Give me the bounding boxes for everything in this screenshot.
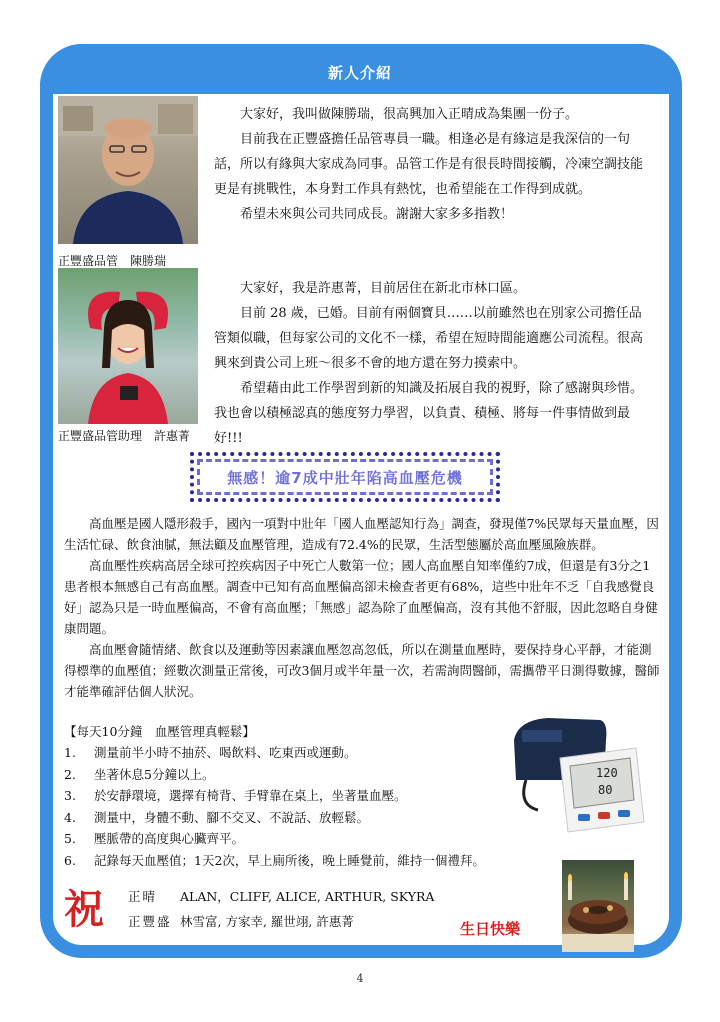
intro-paragraph: 大家好，我是許惠菁，目前居住在新北市林口區。	[240, 281, 527, 296]
page-number: 4	[356, 972, 364, 985]
tip-text: 測量前半小時不抽菸、喝飲料、吃東西或運動。	[94, 745, 357, 760]
birthday-dept: 正晴	[128, 889, 158, 904]
intro-paragraph: 希望未來與公司共同成長。謝謝大家多多指教！	[240, 207, 514, 222]
tip-text: 記錄每天血壓值；1天2次，早上廁所後，晚上睡覺前，維持一個禮拜。	[94, 852, 485, 868]
birthday-title: 生日快樂	[460, 920, 521, 938]
tip-number: 6.	[64, 852, 76, 868]
tips-list	[64, 742, 534, 871]
birthday-cake-image	[562, 860, 634, 952]
article-paragraph: 高血壓是國人隱形殺手，國內一項對中壯年「國人血壓認知行為」調查，發現僅7%民眾每天量血壓，因生活忙碌、飲食油膩，無法顧及血壓管理，造成有72.4%的民眾，生活型態屬於高血壓風險族群。	[64, 516, 659, 552]
tip-number: 1.	[64, 745, 76, 760]
section-title: 新人介紹	[327, 64, 392, 82]
photo-caption-chen: 正豐盛品管 陳勝瑞	[58, 254, 167, 268]
birthday-row	[128, 909, 434, 934]
blood-pressure-monitor-image	[508, 710, 648, 838]
tip-number: 4.	[64, 809, 76, 825]
photo-caption-hsu: 正豐盛品管助理 許惠菁	[58, 429, 191, 443]
tip-number: 3.	[64, 788, 76, 803]
birthday-list	[128, 884, 434, 934]
article-paragraph: 高血壓會隨情緒、飲食以及運動等因素讓血壓忽高忽低，所以在測量血壓時，要保持身心平靜，才能測得標準的血壓值；經數次測量正常後，可改3個月或半年量一次，若需詢問醫師，需攜帶平日測得數據，醫師才能準確評估個人狀況。	[64, 642, 660, 699]
tips-title: 【每天10分鐘 血壓管理真輕鬆】	[64, 724, 255, 739]
birthday-dept: 正豐盛	[128, 914, 172, 929]
intro-paragraph: 目前我在正豐盛擔任品管專員一職。相逢必是有緣這是我深信的一句話，所以有緣與大家成為同事。品管工作是有很長時間接觸，冷凍空調技能更是有挑戰性，本身對工作具有熱忱，也希望能在工作得到成就。	[214, 132, 644, 197]
intro-paragraph: 大家好，我叫做陳勝瑞，很高興加入正晴成為集團一份子。	[240, 107, 579, 122]
portrait-photo-hsu	[58, 268, 198, 424]
monitor-reading-bottom: 80	[598, 783, 613, 797]
intro-paragraph: 希望藉由此工作學習到新的知識及拓展自我的視野，除了感謝與珍惜。我也會以積極認真的態度努力學習，以負責、積極、將每一件事情做到最好!!!	[214, 381, 644, 446]
list-item	[64, 785, 534, 807]
intro-text-chen	[214, 102, 654, 227]
tip-text: 測量中，身體不動、腳不交叉、不說話、放輕鬆。	[94, 809, 370, 825]
list-item	[64, 850, 534, 872]
tip-number: 5.	[64, 831, 76, 846]
tip-text: 於安靜環境，選擇有椅背、手臂靠在桌上，坐著量血壓。	[94, 788, 407, 803]
list-item	[64, 828, 534, 850]
tip-text: 壓脈帶的高度與心臟齊平。	[94, 831, 245, 846]
intro-paragraph: 目前 28 歲，已婚。目前有兩個寶貝……以前雖然也在別家公司擔任品管類似職，但每家公司的文化不一樣，希望在短時間能適應公司流程。很高興來到貴公司上班～很多不會的地方還在努力摸索中。	[214, 306, 644, 371]
headline-banner	[190, 452, 500, 502]
portrait-photo-chen	[58, 96, 198, 244]
banner-text: 無感！逾7成中壯年陷高血壓危機	[227, 468, 463, 487]
article-paragraph: 高血壓性疾病高居全球可控疾病因子中死亡人數第一位；國人高血壓自知率僅約7成，但還是有3分之1患者根本無感自己有高血壓。調查中已知有高血壓偏高卻未檢查者更有68%，這些中壯年不乏「自我感覺良好」認為只是一時血壓偏高，不會有高血壓；「無感」認為除了血壓偏高，沒有其他不舒服，因此忽略自身健康問題。	[64, 558, 658, 636]
article-body	[64, 513, 660, 702]
monitor-reading-top: 120	[596, 766, 618, 780]
birthday-row	[128, 884, 434, 909]
tip-text: 坐著休息5分鐘以上。	[94, 766, 215, 782]
blessing-character: 祝	[64, 886, 104, 933]
list-item	[64, 742, 534, 764]
tip-number: 2.	[64, 766, 76, 782]
list-item	[64, 807, 534, 829]
birthday-names: ALAN，CLIFF, ALICE, ARTHUR, SKYRA	[180, 889, 435, 904]
intro-text-hsu	[214, 276, 654, 451]
list-item	[64, 764, 534, 786]
birthday-names: 林雪富, 方家幸, 羅世翊, 許惠菁	[180, 914, 354, 929]
